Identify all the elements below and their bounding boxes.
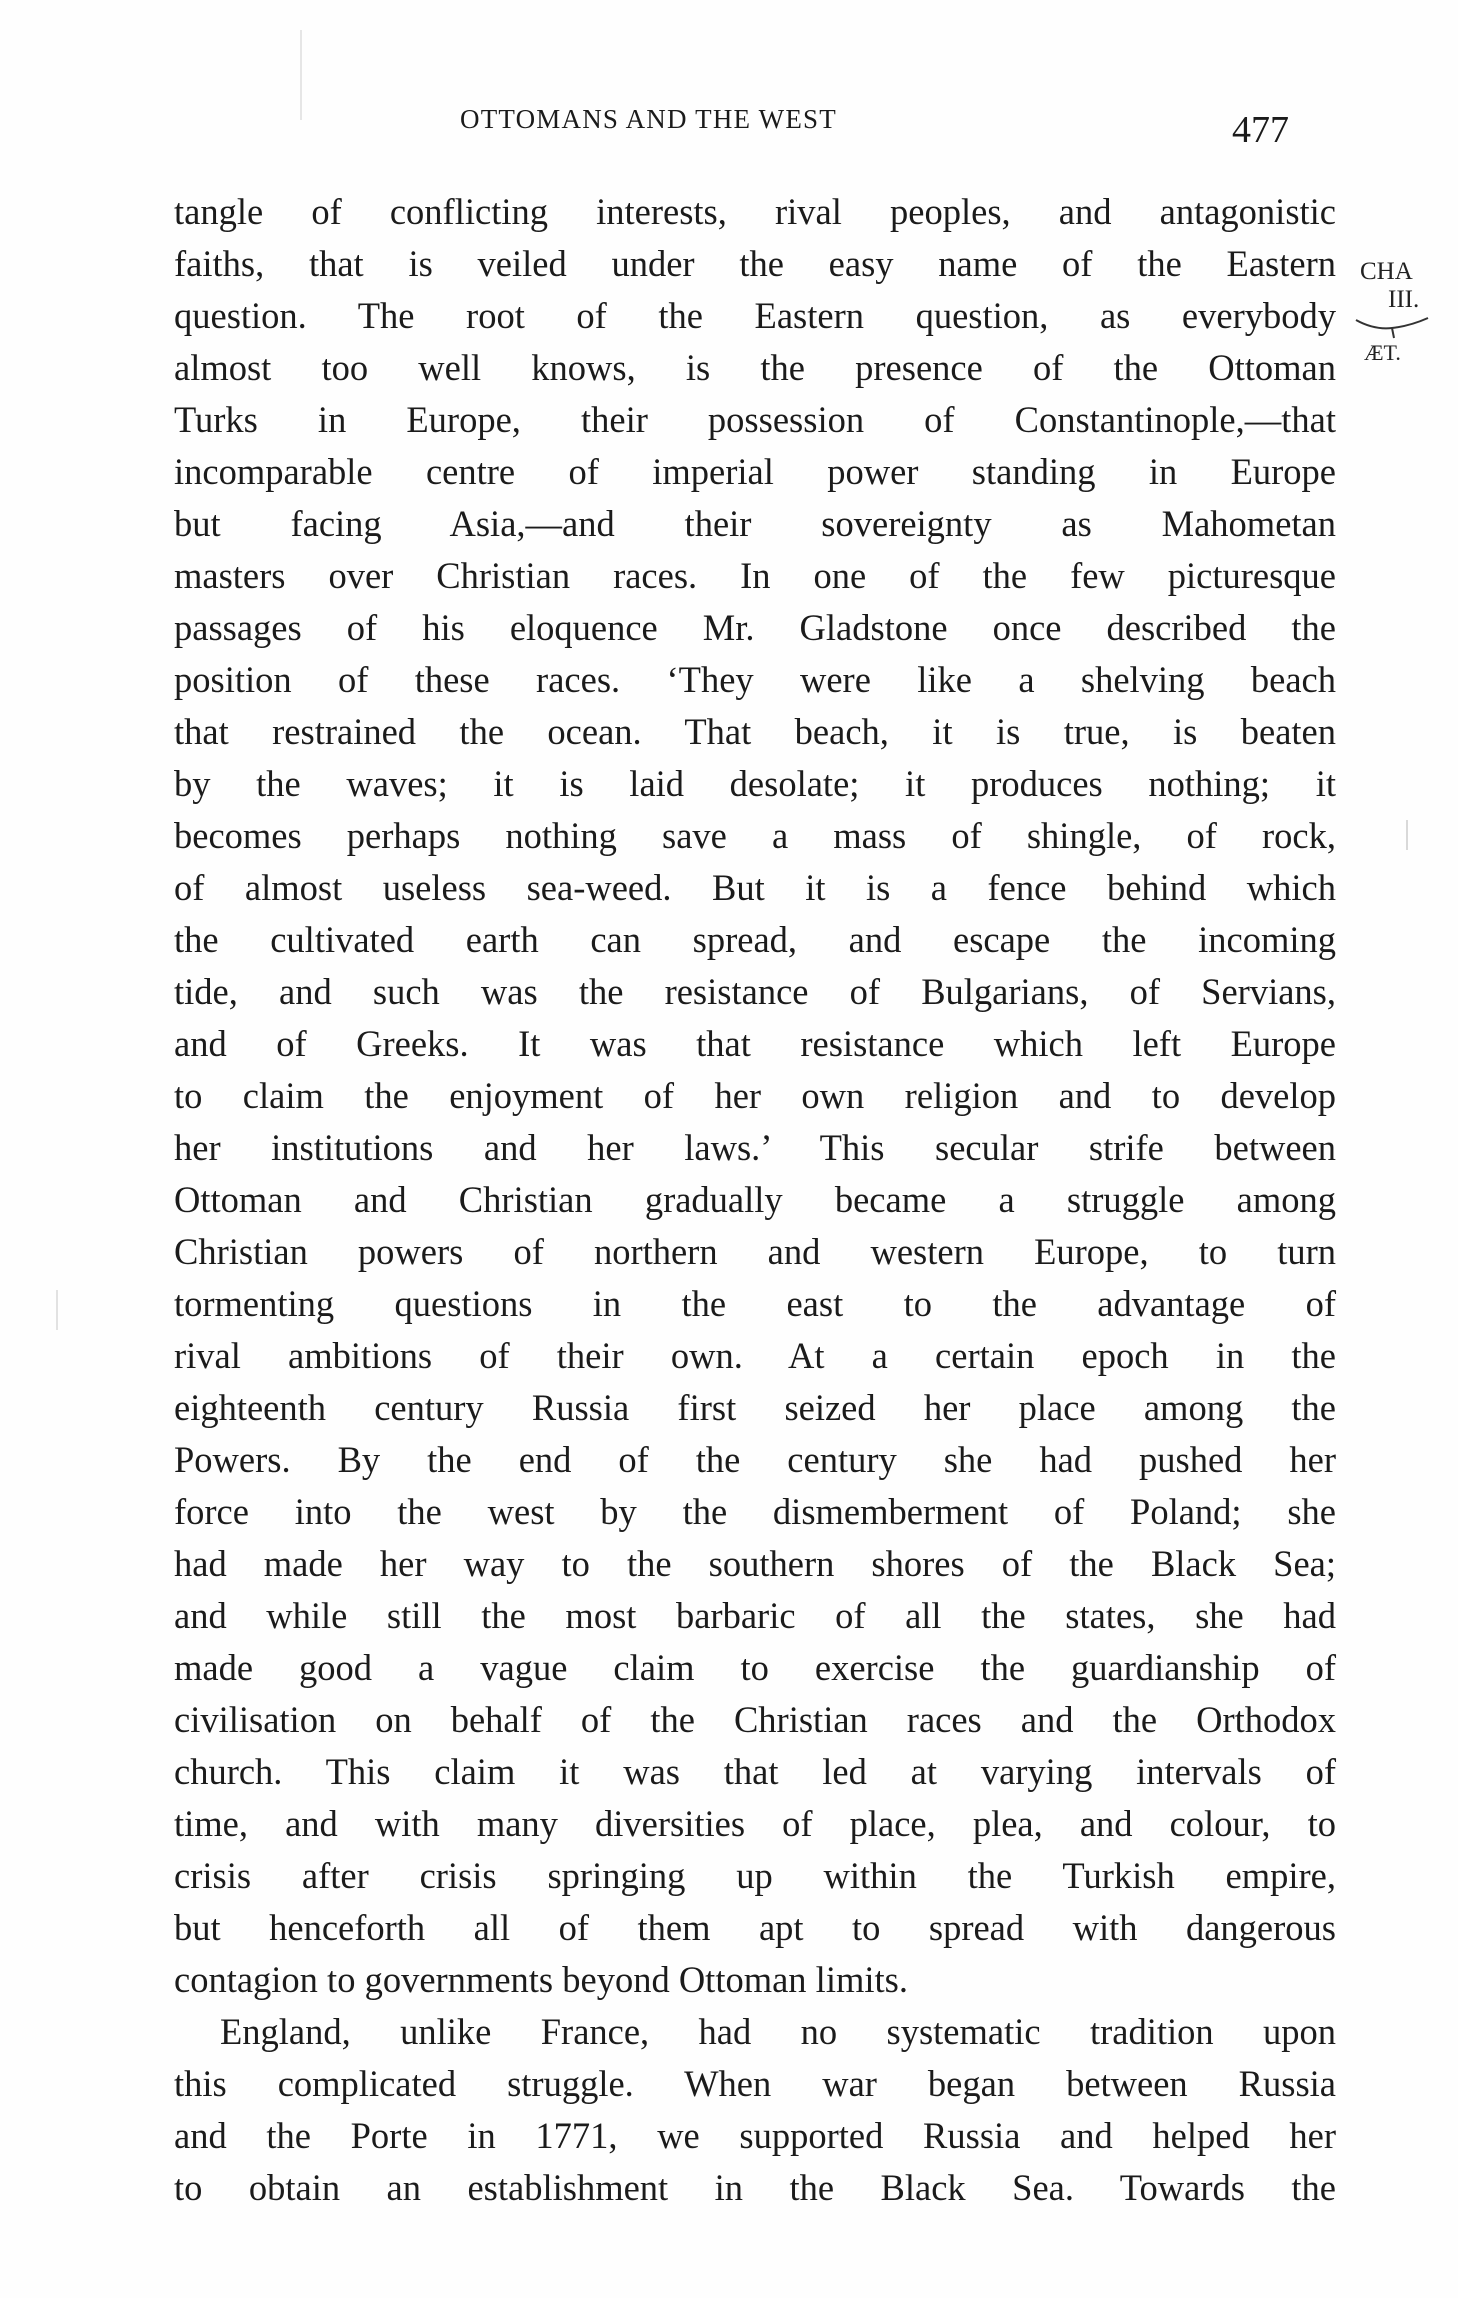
text-line: by the waves; it is laid desolate; it produces nothing; it — [174, 763, 1336, 804]
scan-mark — [56, 1290, 58, 1330]
text-line: Turks in Europe, their possession of Constantinople,—that — [174, 399, 1336, 440]
text-line: time, and with many diversities of place, plea, and colour, to — [174, 1803, 1336, 1844]
text-line: almost too well knows, is the presence of the Ottoman — [174, 347, 1336, 388]
text-line: tangle of conflicting interests, rival peoples, and antagonistic — [174, 191, 1336, 232]
text-line: eighteenth century Russia first seized her place among the — [174, 1387, 1336, 1428]
text-line: Ottoman and Christian gradually became a struggle among — [174, 1179, 1336, 1220]
text-line: becomes perhaps nothing save a mass of shingle, of rock, — [174, 815, 1336, 856]
text-line: but facing Asia,—and their sovereignty as Mahometan — [174, 503, 1336, 544]
running-title: OTTOMANS AND THE WEST — [460, 104, 837, 134]
text-line: of almost useless sea-weed. But it is a fence behind which — [174, 867, 1336, 908]
text-line: force into the west by the dismemberment of Poland; she — [174, 1491, 1336, 1532]
text-line: and while still the most barbaric of all the states, she had — [174, 1595, 1336, 1636]
text-line: question. The root of the Eastern question, as everybody — [174, 295, 1336, 336]
text-line: rival ambitions of their own. At a certain epoch in the — [174, 1335, 1336, 1376]
margin-chapter-number: III. — [1388, 286, 1420, 313]
body-text — [174, 186, 1336, 2214]
text-line: passages of his eloquence Mr. Gladstone once described the — [174, 607, 1336, 648]
text-line: incomparable centre of imperial power standing in Europe — [174, 451, 1336, 492]
text-line: crisis after crisis springing up within the Turkish empire, — [174, 1855, 1336, 1896]
text-line: Powers. By the end of the century she had pushed her — [174, 1439, 1336, 1480]
text-line: tide, and such was the resistance of Bulgarians, of Servians, — [174, 971, 1336, 1012]
page-number: 477 — [1232, 109, 1289, 151]
text-line: faiths, that is veiled under the easy name of the Eastern — [174, 243, 1336, 284]
margin-brace-icon — [1354, 316, 1430, 340]
text-line: this complicated struggle. When war began between Russia — [174, 2063, 1336, 2104]
text-line: and the Porte in 1771, we supported Russia and helped her — [174, 2115, 1336, 2156]
margin-chapter-label: CHA — [1360, 258, 1413, 285]
text-line: to obtain an establishment in the Black Sea. Towards the — [174, 2167, 1336, 2208]
text-line: the cultivated earth can spread, and escape the incoming — [174, 919, 1336, 960]
text-line: contagion to governments beyond Ottoman limits. — [174, 1959, 908, 2000]
text-line: and of Greeks. It was that resistance which left Europe — [174, 1023, 1336, 1064]
text-line: to claim the enjoyment of her own religion and to develop — [174, 1075, 1336, 1116]
margin-age-label: ÆT. — [1364, 340, 1401, 365]
text-line: that restrained the ocean. That beach, it is true, is beaten — [174, 711, 1336, 752]
text-line: made good a vague claim to exercise the guardianship of — [174, 1647, 1336, 1688]
text-line: but henceforth all of them apt to spread with dangerous — [174, 1907, 1336, 1948]
text-line: tormenting questions in the east to the advantage of — [174, 1283, 1336, 1324]
paragraph — [174, 2006, 1336, 2214]
text-line: her institutions and her laws.’ This secular strife between — [174, 1127, 1336, 1168]
text-line: had made her way to the southern shores of the Black Sea; — [174, 1543, 1336, 1584]
text-line: church. This claim it was that led at varying intervals of — [174, 1751, 1336, 1792]
scan-speck — [300, 30, 302, 120]
text-line: Christian powers of northern and western Europe, to turn — [174, 1231, 1336, 1272]
text-line: masters over Christian races. In one of the few picturesque — [174, 555, 1336, 596]
scan-mark — [1406, 820, 1408, 850]
text-line: England, unlike France, had no systematic tradition upon — [220, 2011, 1336, 2052]
text-line: civilisation on behalf of the Christian races and the Orthodox — [174, 1699, 1336, 1740]
text-line: position of these races. ‘They were like a shelving beach — [174, 659, 1336, 700]
paragraph — [174, 186, 1336, 2006]
